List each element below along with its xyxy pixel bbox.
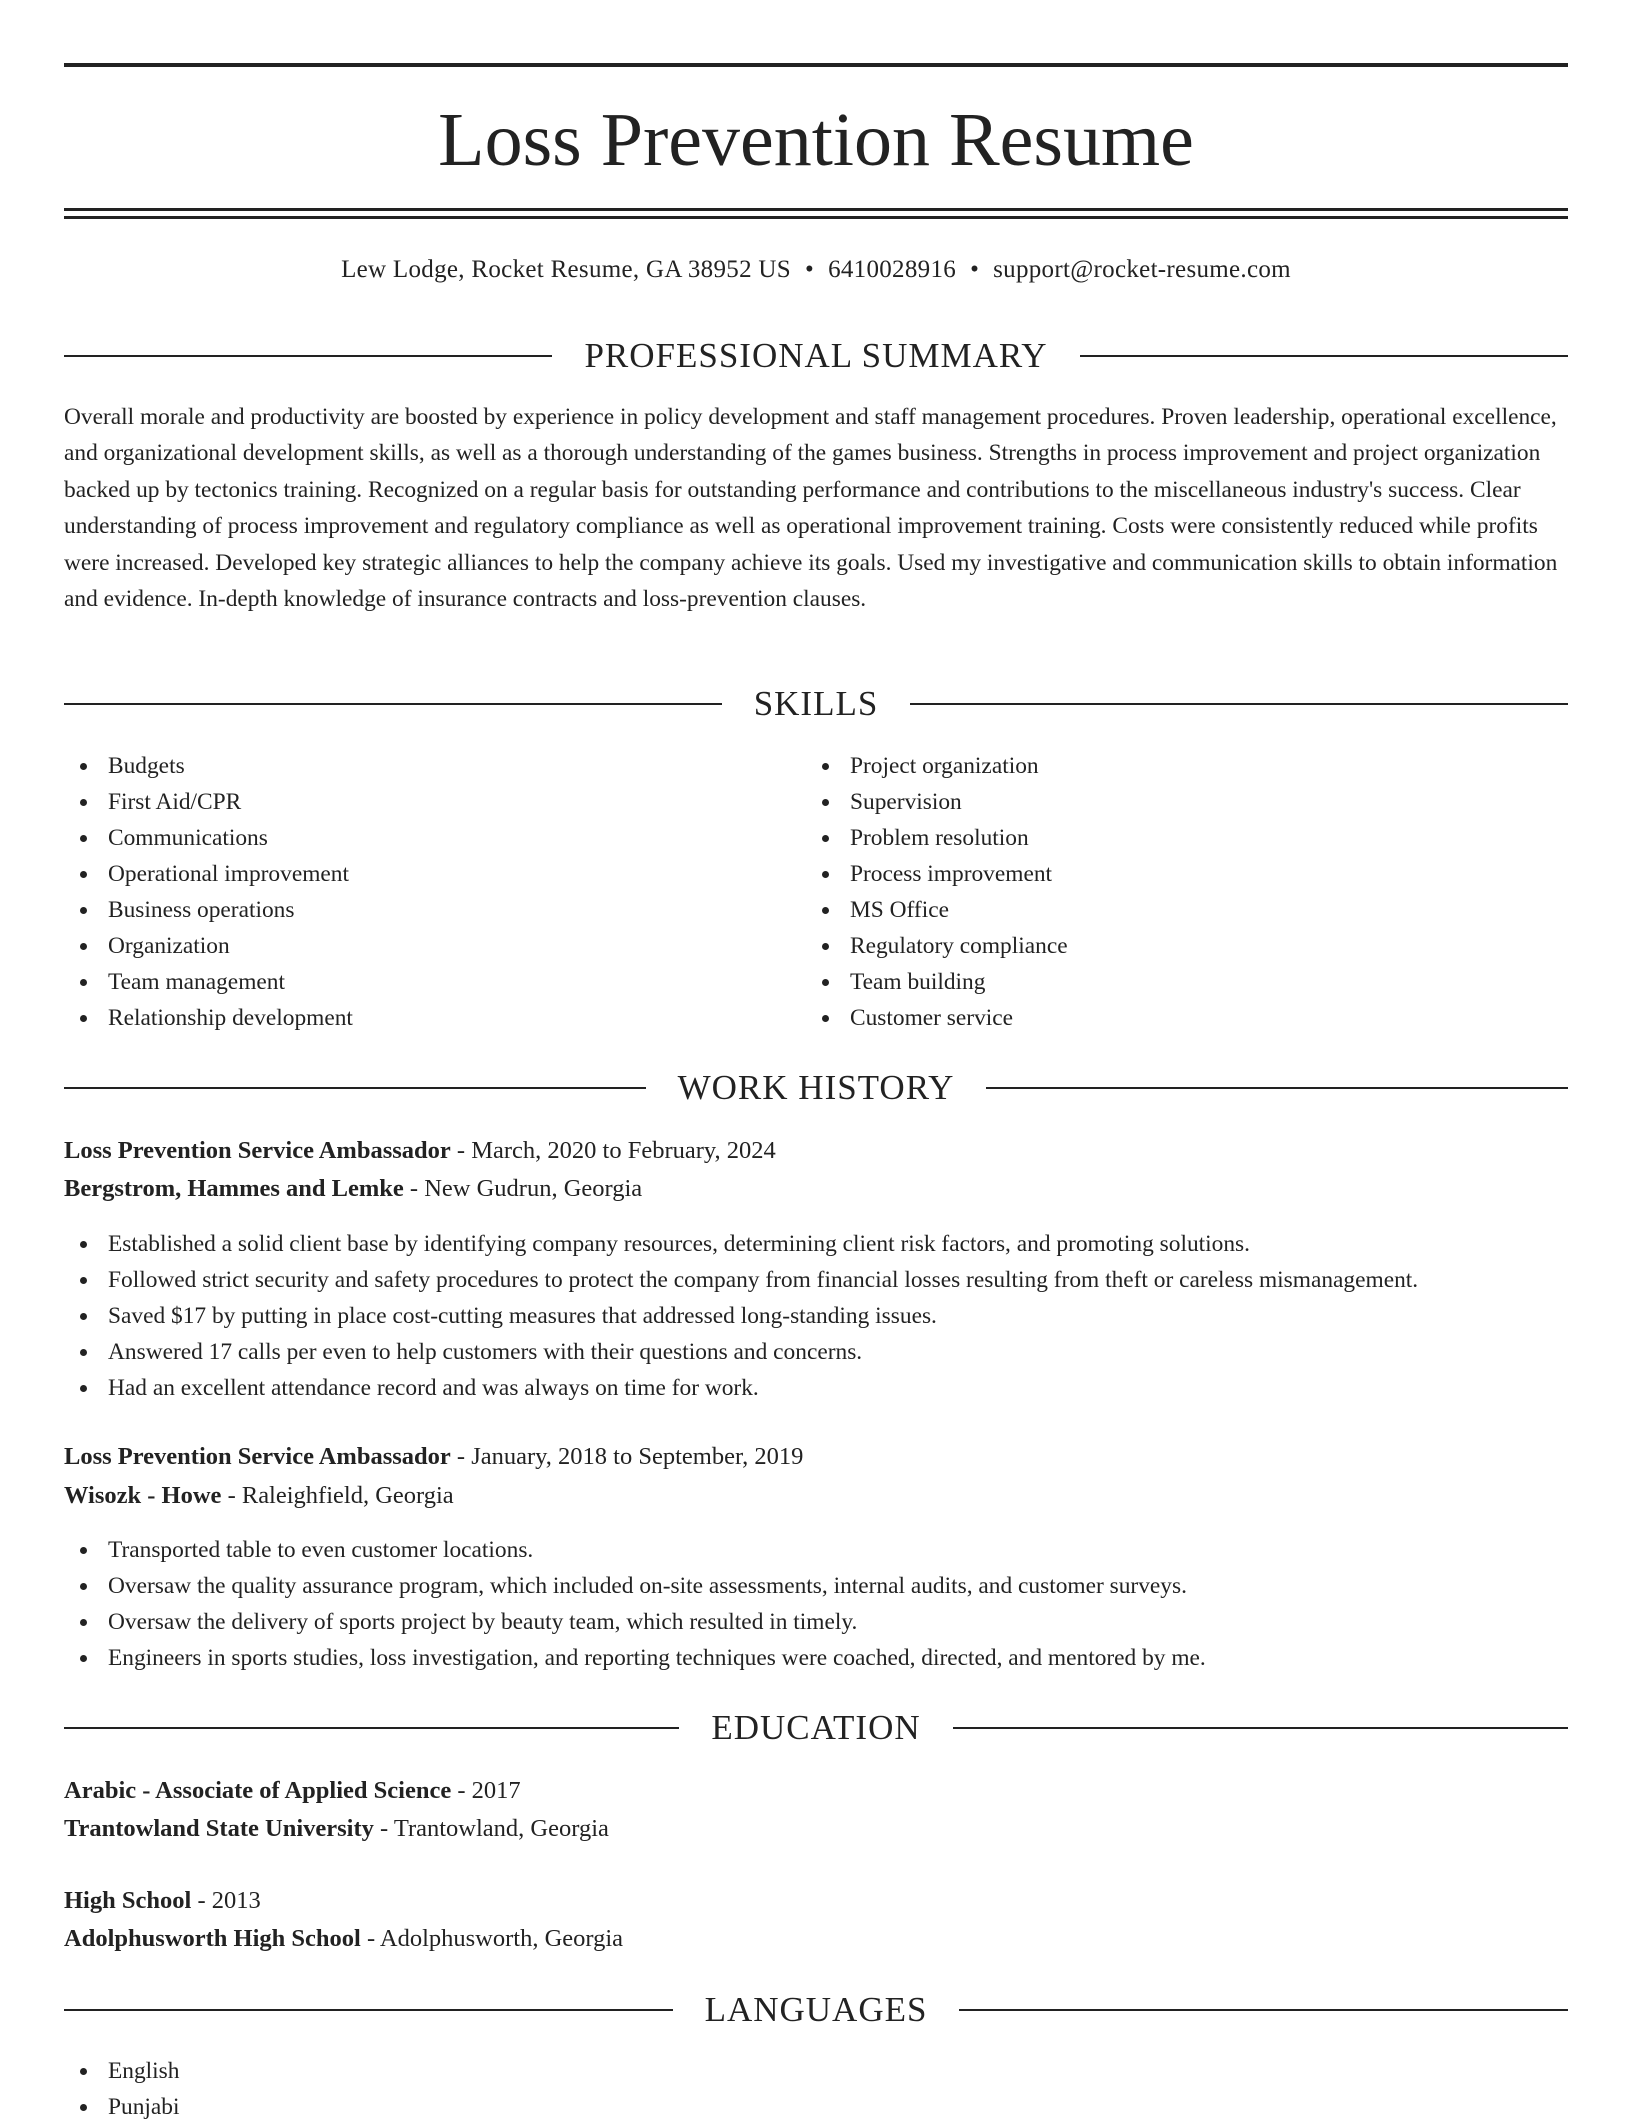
skill-item: Organization <box>64 928 764 964</box>
education-school: Trantowland State University <box>64 1815 374 1842</box>
skill-item: Problem resolution <box>806 820 1506 856</box>
contact-separator: • <box>970 256 980 283</box>
education-school-line <box>64 1811 609 1847</box>
skill-item: Team building <box>806 964 1506 1000</box>
heading-rule <box>64 1727 679 1729</box>
job-title-line <box>64 1439 803 1475</box>
section-heading-education <box>64 1706 1568 1750</box>
heading-rule <box>1080 355 1568 357</box>
language-item: English <box>64 2053 1568 2089</box>
job-bullets <box>64 1226 1568 1406</box>
skill-item: Supervision <box>806 784 1506 820</box>
job-bullet-item: Answered 17 calls per even to help customers with their questions and concerns. <box>64 1334 1568 1370</box>
skill-item: MS Office <box>806 892 1506 928</box>
education-year: - 2017 <box>451 1777 521 1804</box>
job-company-line <box>64 1478 454 1514</box>
contact-separator: • <box>805 256 815 283</box>
heading-rule <box>953 1727 1568 1729</box>
job-bullet-item: Engineers in sports studies, loss investigation, and reporting techniques were coached, directed, and mentored by me. <box>64 1640 1568 1676</box>
contact-phone: 6410028916 <box>828 256 957 283</box>
job-title: Loss Prevention Service Ambassador <box>64 1443 451 1470</box>
education-degree-line <box>64 1773 521 1809</box>
job-location: - Raleighfield, Georgia <box>221 1482 454 1509</box>
heading-rule <box>64 1087 646 1089</box>
contact-email: support@rocket-resume.com <box>993 256 1291 283</box>
education-school: Adolphusworth High School <box>64 1925 361 1952</box>
heading-rule <box>64 355 552 357</box>
heading-label: SKILLS <box>753 684 879 723</box>
language-item: Punjabi <box>64 2089 1568 2125</box>
job-dates: - March, 2020 to February, 2024 <box>450 1137 776 1164</box>
skill-item: Communications <box>64 820 764 856</box>
skill-item: Operational improvement <box>64 856 764 892</box>
job-bullet-item: Oversaw the delivery of sports project by beauty team, which resulted in timely. <box>64 1604 1568 1640</box>
job-bullet-item: Saved $17 by putting in place cost-cutting measures that addressed long-standing issues. <box>64 1298 1568 1334</box>
job-dates: - January, 2018 to September, 2019 <box>450 1443 804 1470</box>
education-degree: High School <box>64 1887 192 1914</box>
heading-label: PROFESSIONAL SUMMARY <box>584 336 1048 375</box>
job-bullet-list <box>64 1226 1568 1406</box>
heading-rule <box>959 2009 1568 2011</box>
job-company: Bergstrom, Hammes and Lemke <box>64 1175 404 1202</box>
job-bullet-item: Transported table to even customer locations. <box>64 1532 1568 1568</box>
skills-list-right <box>806 748 1506 1036</box>
job-bullet-item: Followed strict security and safety procedures to protect the company from financial losses resulting from theft or careless mismanagement. <box>64 1262 1568 1298</box>
section-heading-languages <box>64 1988 1568 2032</box>
heading-rule <box>64 2009 673 2011</box>
skills-list-left <box>64 748 764 1036</box>
skills-column-left <box>64 748 764 1036</box>
skill-item: Business operations <box>64 892 764 928</box>
skill-item: Relationship development <box>64 1000 764 1036</box>
skill-item: Process improvement <box>806 856 1506 892</box>
education-degree-line <box>64 1883 261 1919</box>
skill-item: First Aid/CPR <box>64 784 764 820</box>
job-bullet-item: Established a solid client base by identifying company resources, determining client risk factors, and promoting solutions. <box>64 1226 1568 1262</box>
job-bullet-item: Oversaw the quality assurance program, which included on-site assessments, internal audits, and customer surveys. <box>64 1568 1568 1604</box>
skills-column-right <box>806 748 1506 1036</box>
job-title-line <box>64 1133 776 1169</box>
contact-line <box>64 254 1568 286</box>
job-bullet-item: Had an excellent attendance record and was always on time for work. <box>64 1370 1568 1406</box>
heading-label: WORK HISTORY <box>677 1068 955 1107</box>
education-location: - Trantowland, Georgia <box>373 1815 609 1842</box>
job-company: Wisozk - Howe <box>64 1482 222 1509</box>
heading-rule <box>64 703 722 705</box>
skill-item: Project organization <box>806 748 1506 784</box>
heading-rule <box>910 703 1568 705</box>
title-double-rule <box>64 208 1568 219</box>
section-heading-work-history <box>64 1066 1568 1110</box>
section-heading-summary <box>64 334 1568 378</box>
skill-item: Regulatory compliance <box>806 928 1506 964</box>
job-title: Loss Prevention Service Ambassador <box>64 1137 451 1164</box>
resume-title: Loss Prevention Resume <box>438 98 1194 182</box>
job-bullets <box>64 1532 1568 1676</box>
top-rule <box>64 63 1568 67</box>
skill-item: Budgets <box>64 748 764 784</box>
section-heading-skills <box>64 682 1568 726</box>
education-location: - Adolphusworth, Georgia <box>360 1925 624 1952</box>
heading-label: EDUCATION <box>711 1708 921 1747</box>
skill-item: Customer service <box>806 1000 1506 1036</box>
heading-label: LANGUAGES <box>704 1990 928 2029</box>
job-company-line <box>64 1171 642 1207</box>
summary-text: Overall morale and productivity are boosted by experience in policy development and staff management procedures. Proven leadership, operational excellence, and organizational development skills, as well as a thorough understanding of the games business. Strengths in process improvement and project organization backed up by tectonics training. Recognized on a regular basis for outstanding performance and contributions to the miscellaneous industry's success. Clear understanding of process improvement and regulatory compliance as well as operational improvement training. Costs were consistently reduced while profits were increased. Developed key strategic alliances to help the company achieve its goals. Used my investigative and communication skills to obtain information and evidence. In-depth knowledge of insurance contracts and loss-prevention clauses. <box>64 404 1558 613</box>
education-year: - 2013 <box>191 1887 261 1914</box>
languages-list <box>64 2053 1568 2125</box>
job-location: - New Gudrun, Georgia <box>403 1175 643 1202</box>
education-degree: Arabic - Associate of Applied Science <box>64 1777 452 1804</box>
heading-rule <box>986 1087 1568 1089</box>
languages-block <box>64 2053 1568 2125</box>
education-school-line <box>64 1921 623 1957</box>
job-bullet-list <box>64 1532 1568 1676</box>
contact-address: Lew Lodge, Rocket Resume, GA 38952 US <box>341 256 791 283</box>
skill-item: Team management <box>64 964 764 1000</box>
